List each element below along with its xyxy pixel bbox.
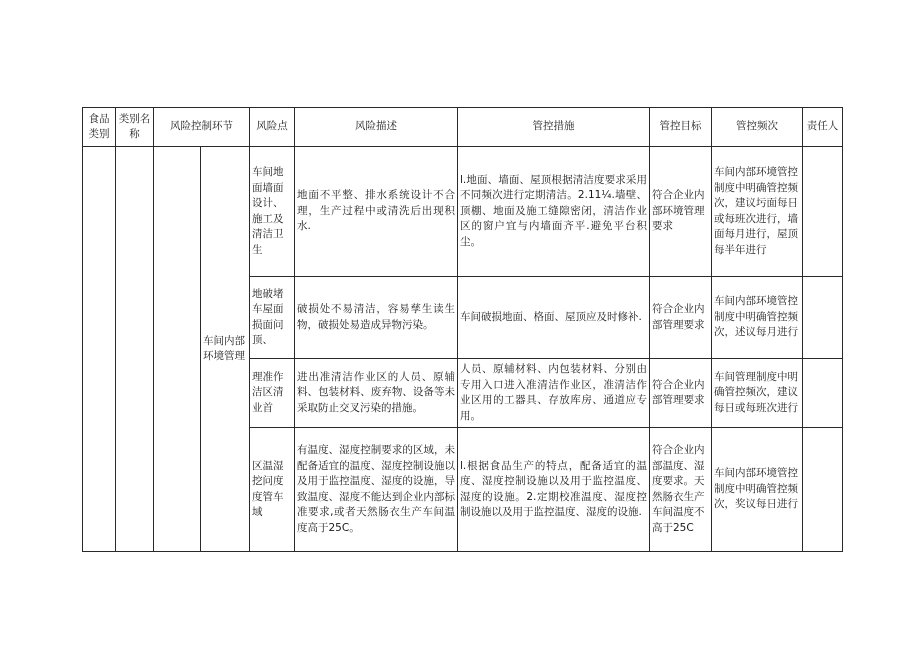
header-risk-description: 风险描述 (295, 108, 458, 147)
header-risk-point: 风险点 (250, 108, 295, 147)
control-target-cell: 符合企业内部管理要求 (650, 277, 712, 359)
table-row (83, 147, 843, 277)
risk-description-cell: 进出准清洁作业区的人员、原辅料、包装材料、废弃物、设备等未采取防止交叉污染的措施。 (295, 359, 458, 428)
control-measures-cell: l.根据食品生产的特点，配备适宜的温度、湿度控制设施以及用于监控温度、湿度的设施。2.定期校准温度、湿度控制设施以及用于监控温度、湿度的设施. (458, 428, 650, 552)
responsible-person-cell (803, 359, 843, 428)
risk-description-cell: 地面不平整、排水系统设计不合理，生产过程中或清洗后出现积水. (295, 147, 458, 277)
header-responsible-person: 责任人 (803, 108, 843, 147)
control-step-cell: 车间内部环境管理 (201, 147, 250, 552)
control-frequency-cell: 车间内部环境管控制度中明确管控频次，奖议每日进行 (712, 428, 803, 552)
header-risk-control-step: 风险控制环节 (154, 108, 250, 147)
header-control-target: 管控目标 (650, 108, 712, 147)
food-category-cell (83, 147, 116, 552)
header-food-category: 食品类别 (83, 108, 116, 147)
header-control-frequency: 管控频次 (712, 108, 803, 147)
control-target-cell: 符合企业内部温度、湿度要求。天然肠衣生产车间温度不高于25C (650, 428, 712, 552)
control-frequency-cell: 车间内部环境管控制度中明确管控频次，述议每月进行 (712, 277, 803, 359)
category-name-cell (116, 147, 154, 552)
responsible-person-cell (803, 428, 843, 552)
risk-point-cell: 理准作洁区清业首 (250, 359, 295, 428)
control-target-cell: 符合企业内部环境管理要求 (650, 147, 712, 277)
control-frequency-cell: 车间内部环境管控制度中明确管控频次，建议圬面每日或每班次进行，墙面每月进行，屋顶每半年进行 (712, 147, 803, 277)
step-blank-cell (154, 147, 201, 552)
risk-description-cell: 破损处不易清洁，容易孳生读生物，破损处易造成异物污染。 (295, 277, 458, 359)
control-measures-cell: 车间破损地面、格面、屋顶应及时修补. (458, 277, 650, 359)
header-control-measures: 管控措施 (458, 108, 650, 147)
responsible-person-cell (803, 277, 843, 359)
header-category-name: 类别名称 (116, 108, 154, 147)
control-measures-cell: 人员、原辅材料、内包装材料、分别由专用入口进入准清洁作业区，准清洁作业区用的工器具、存放库房、通道应专用。 (458, 359, 650, 428)
responsible-person-cell (803, 147, 843, 277)
risk-point-cell: 地破堵车屋面损面问顶、 (250, 277, 295, 359)
control-target-cell: 符合企业内部管理要求 (650, 359, 712, 428)
risk-point-cell: 车间地面墙面设计、施工及清洁卫生 (250, 147, 295, 277)
risk-description-cell: 有温度、湿度控制要求的区域，未配备适宜的温度、湿度控制设施以及用于监控温度、湿度的设施，导致温度、湿度不能达到企业内部标准要求,或者天然肠衣生产车间温度高于25C。 (295, 428, 458, 552)
risk-control-table (82, 107, 843, 552)
table-header-row (83, 108, 843, 147)
control-measures-cell: l.地面、墙面、屋顶根据清洁度要求采用不同频次进行定期清洁。2.11¼.墙壁、顶棚、地面及施工缝隙密闭，清洁作业区的窗户宜与内墙面齐平.避免平台积尘。 (458, 147, 650, 277)
risk-point-cell: 区温湿挖问度度管车域 (250, 428, 295, 552)
control-frequency-cell: 车间管理制度中明确管控频次，建议每日或每班次进行 (712, 359, 803, 428)
